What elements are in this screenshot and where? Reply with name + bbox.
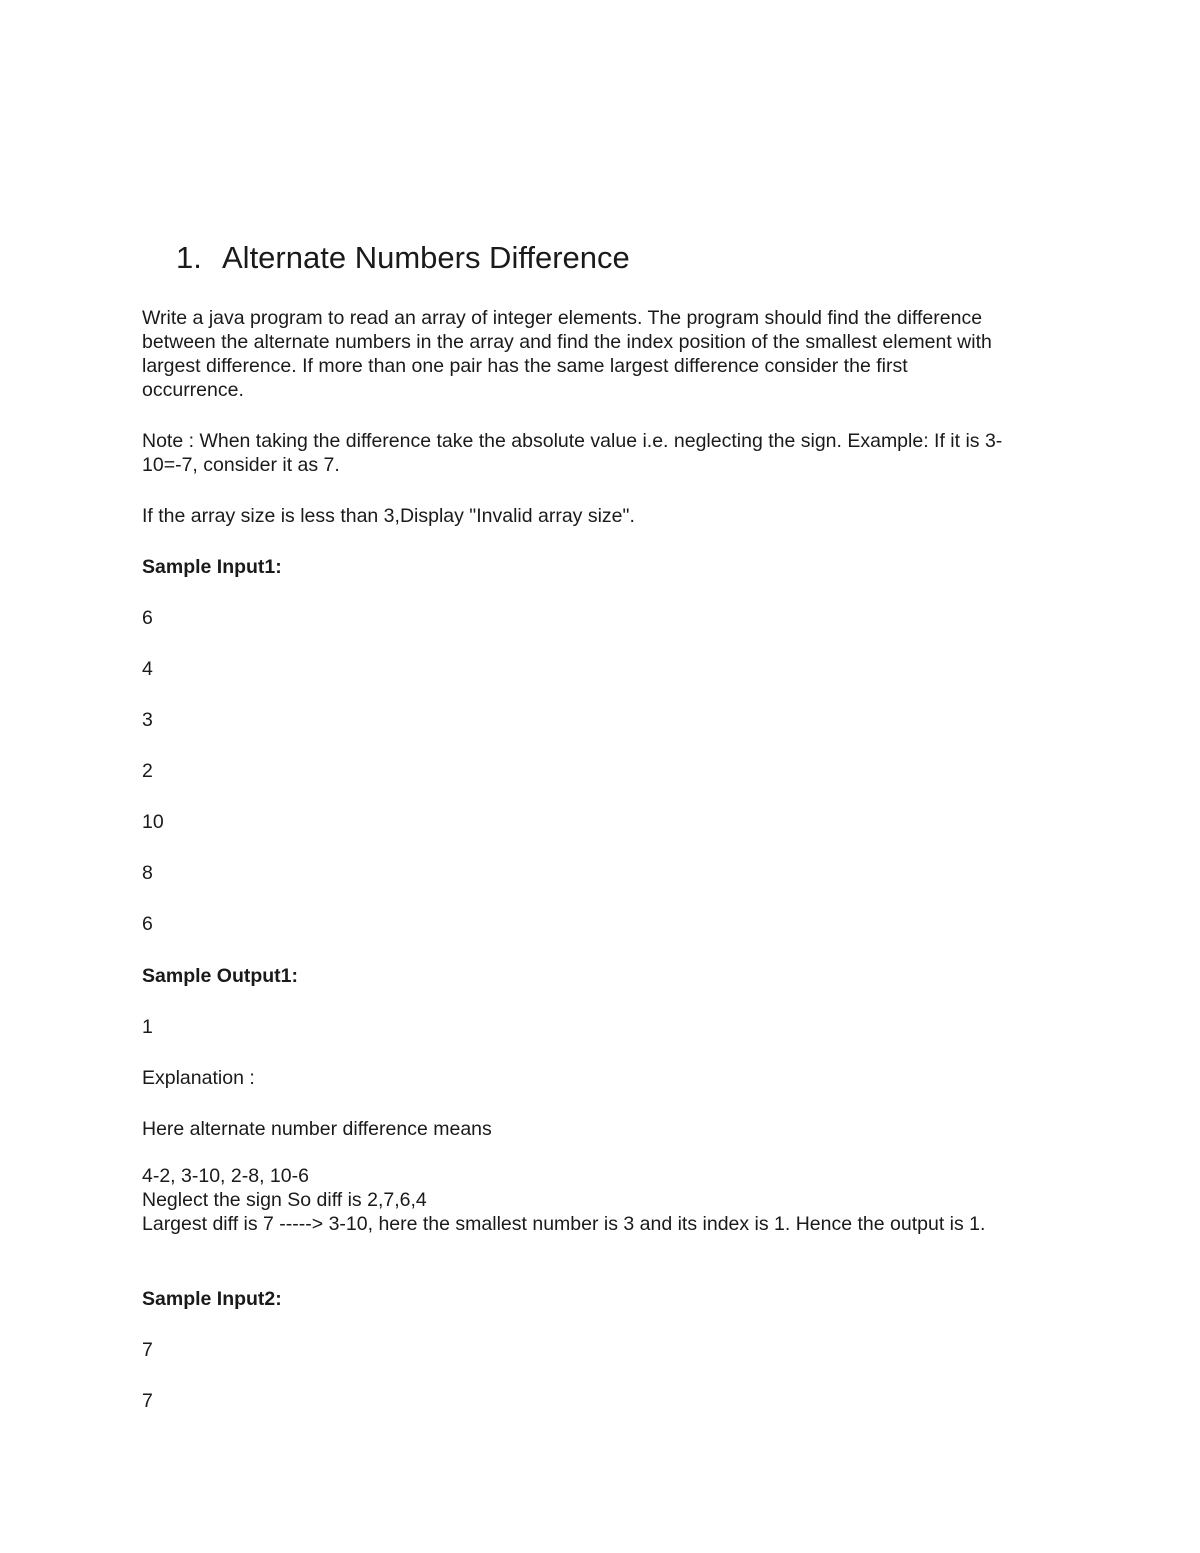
page-title <box>176 240 630 276</box>
explanation-label: Explanation : <box>142 1067 255 1089</box>
sample-input1-label: Sample Input1: <box>142 556 282 578</box>
sample-input1-value: 6 <box>142 607 153 629</box>
sample-input2-value: 7 <box>142 1390 153 1412</box>
description-line-2: between the alternate numbers in the array and find the index position of the smallest element with <box>142 331 992 353</box>
sample-input1-value: 6 <box>142 913 153 935</box>
sample-input2-value: 7 <box>142 1339 153 1361</box>
note-line-2: 10=-7, consider it as 7. <box>142 454 340 476</box>
explanation-intro: Here alternate number difference means <box>142 1118 492 1140</box>
description-line-1: Write a java program to read an array of integer elements. The program should find the difference <box>142 307 983 329</box>
explanation-line-3: Largest diff is 7 -----> 3-10, here the smallest number is 3 and its index is 1. Hence the output is 1. <box>142 1213 986 1235</box>
sample-input1-value: 10 <box>142 811 164 833</box>
sample-input2-label: Sample Input2: <box>142 1288 282 1310</box>
sample-input1-value: 3 <box>142 709 153 731</box>
sample-output1-value: 1 <box>142 1016 153 1038</box>
sample-input1-value: 4 <box>142 658 153 680</box>
description-line-4: occurrence. <box>142 379 244 401</box>
explanation-line-2: Neglect the sign So diff is 2,7,6,4 <box>142 1189 427 1211</box>
sample-output1-label: Sample Output1: <box>142 965 299 987</box>
sample-input1-value: 2 <box>142 760 153 782</box>
description-line-3: largest difference. If more than one pair has the same largest difference consider the first <box>142 355 908 377</box>
note-line-1: Note : When taking the difference take the absolute value i.e. neglecting the sign. Example: If it is 3- <box>142 430 1003 452</box>
invalid-size-rule: If the array size is less than 3,Display "Invalid array size". <box>142 505 635 527</box>
sample-input1-value: 8 <box>142 862 153 884</box>
title-text: Alternate Numbers Difference <box>222 240 630 275</box>
title-number: 1. <box>176 240 202 275</box>
explanation-line-1: 4-2, 3-10, 2-8, 10-6 <box>142 1165 309 1187</box>
